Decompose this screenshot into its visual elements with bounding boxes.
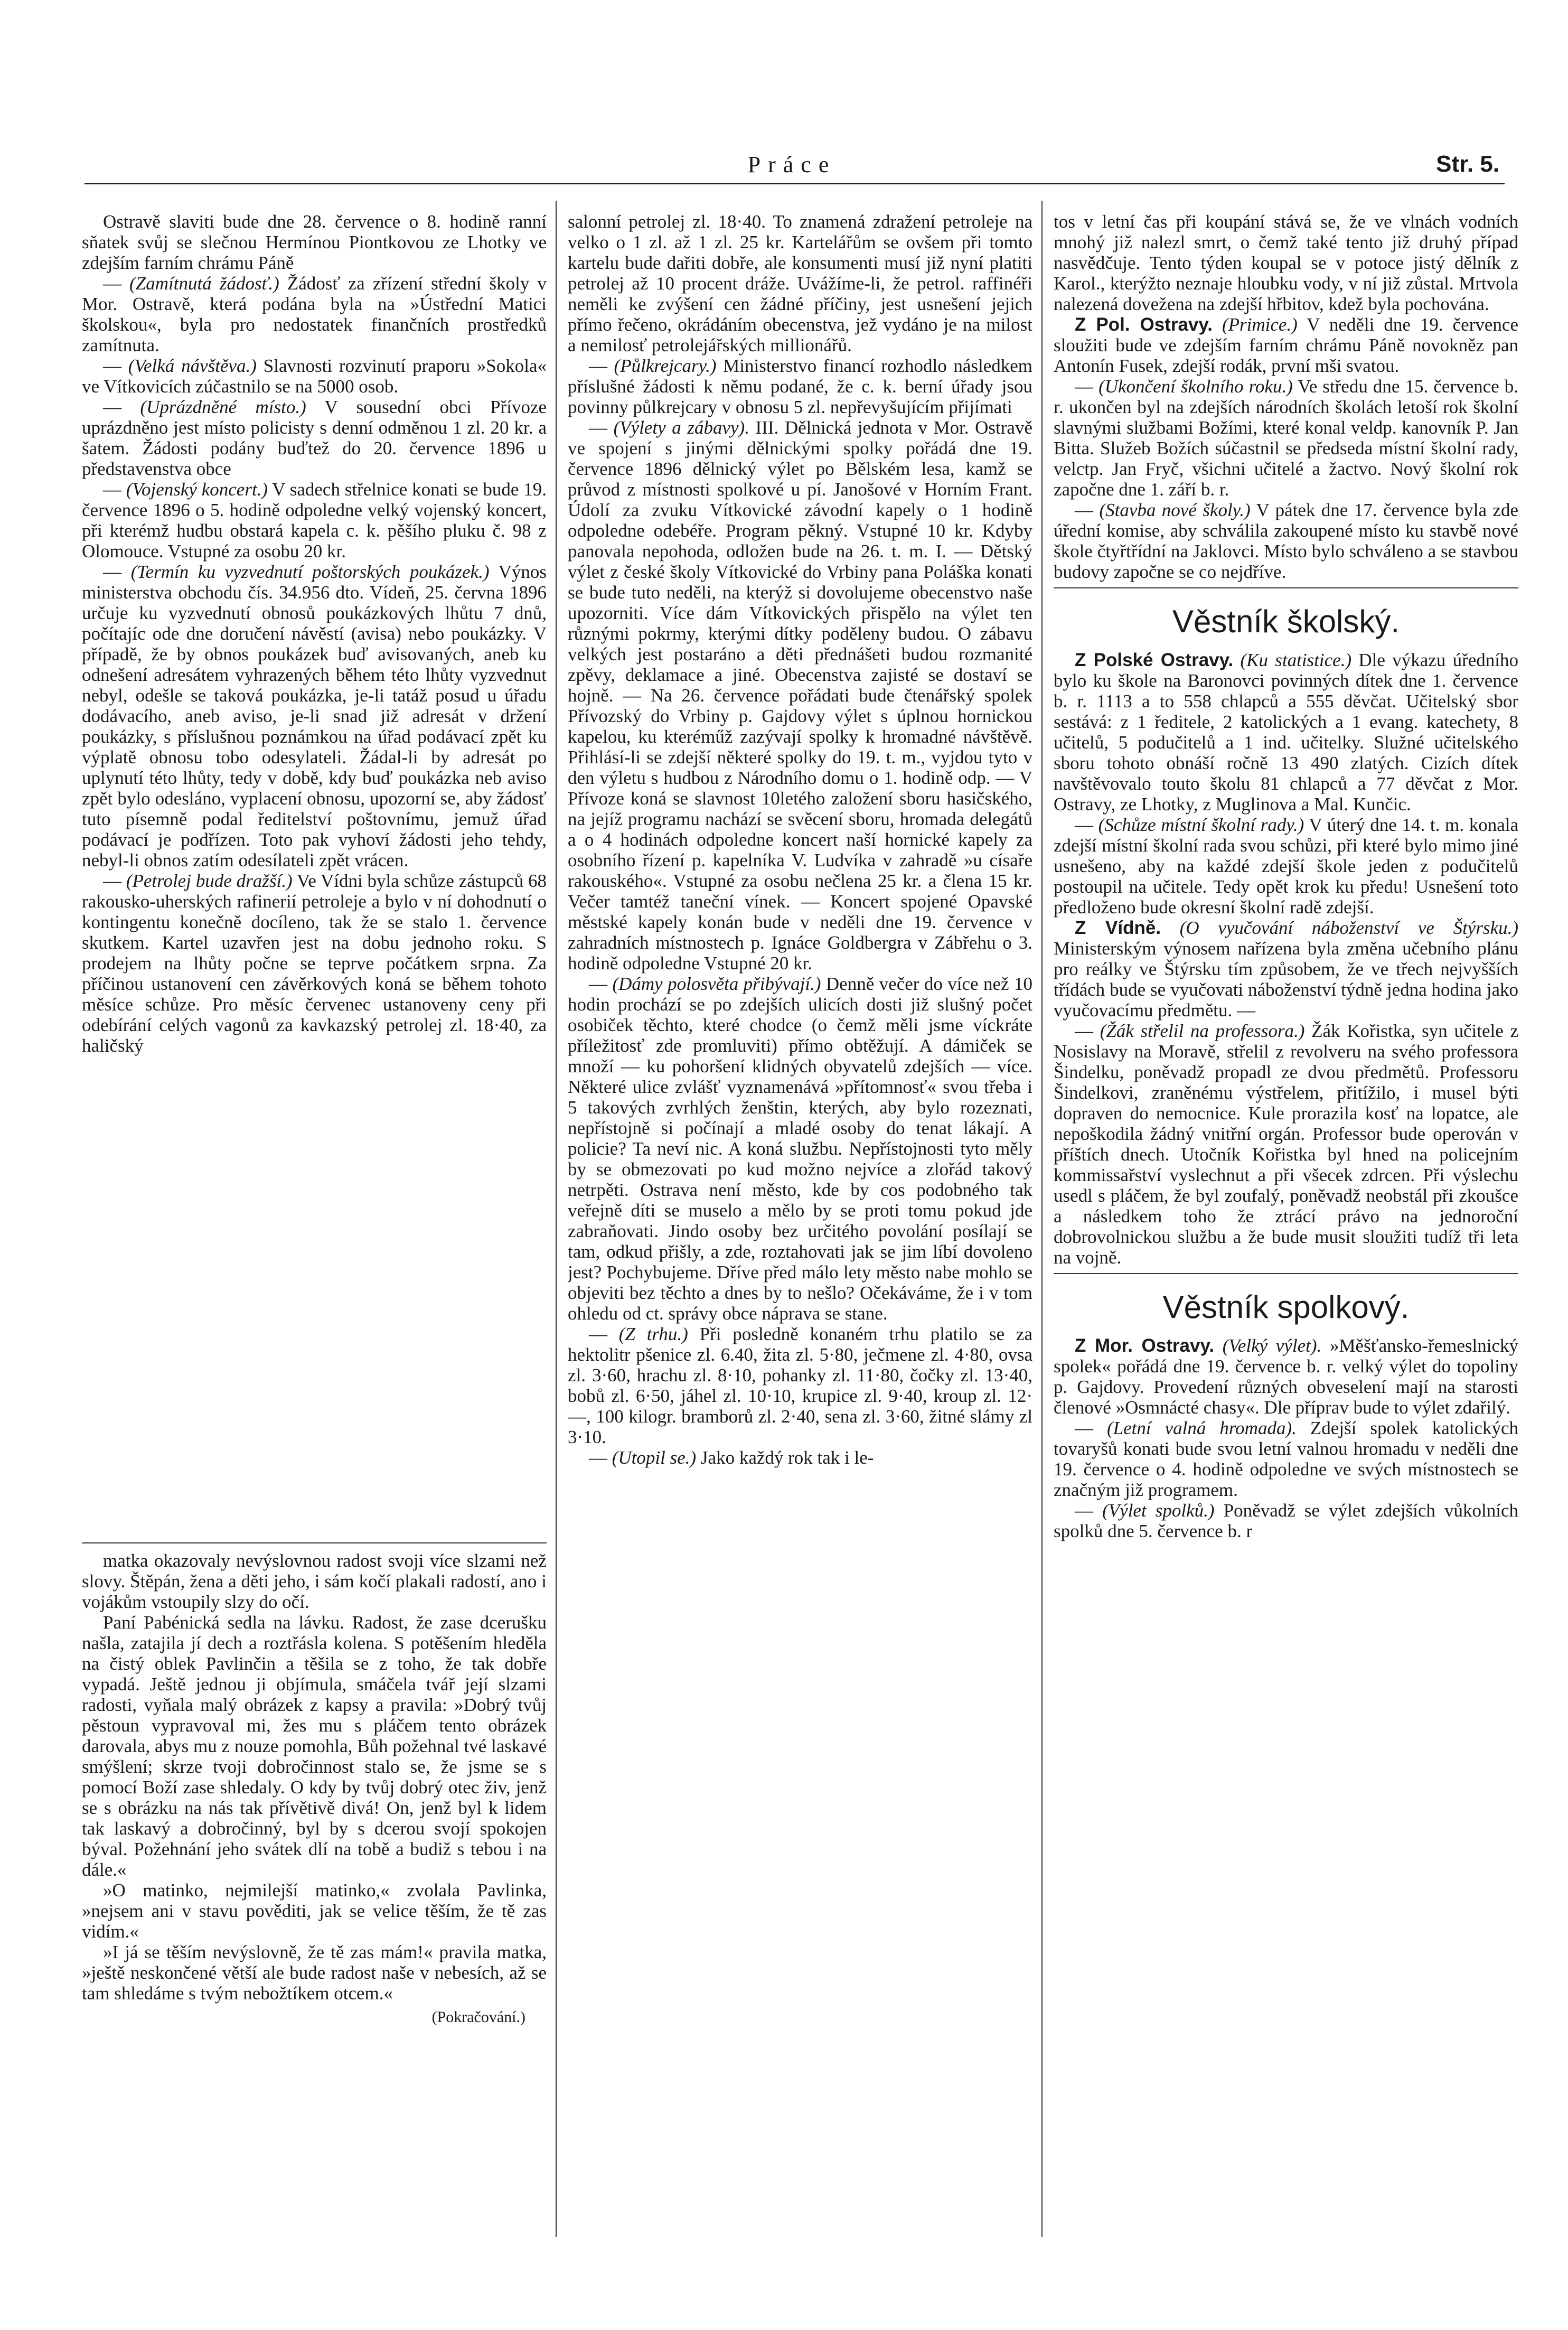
article-paragraph — [82, 1612, 547, 1880]
article-heading: (Velká návštěva.) — [128, 355, 257, 376]
article-heading: (Schůze místní školní rady.) — [1098, 815, 1304, 835]
article-paragraph: — (Výlet spolků.) Poněvadž se výlet zdejších vůkolních spolků dne 5. července b. r — [1054, 1500, 1518, 1541]
club-news — [1054, 1335, 1518, 1541]
article-text: V úterý dne 14. t. m. konala zdejší místní školní rada svou schůzi, při které bylo mimo jiné usnešeno, aby na každé zdejší škole jeden z podučitelů postoupil na učitele. Tedy opět krok ku předu! Usnešení toto předloženo bude okresní školní radě zdejší. — [1054, 815, 1518, 918]
article-paragraph: — (Uprázdněné místo.) V sousední obci Přívoze uprázdněno jest místo policisty s denní odměnou 1 zl. 20 kr. a šatem. Žádosti podány buďtež do 20. července 1896 u představenstva obce — [82, 397, 547, 479]
article-text: Jako každý rok tak i le- — [696, 1447, 874, 1468]
column-divider — [1041, 201, 1043, 2237]
article-paragraph: — (Žák střelil na professora.) Žák Kořistka, syn učitele z Nosislavy na Moravě, střelil z revolveru na svého professora Šindelku, poněvadž propadl ze dvou předmětů. Professoru Šindelkovi, zraněnému výstřelem, přitížilo, i musel býti dopraven do nemocnice. Kule prorazila kosť na lopatce, ale nepoškodila žádný vnitřní orgán. Professor bude operován v příštích dnech. Utočník Kořistka byl hned na policejním kommissařství vyslechnut a při všecek zdrcen. Při výslechu usedl s pláčem, že byl zoufalý, poněvadž neobstál při zkoušce a následkem toho že ztrácí právo na jednoroční dobrovolnickou službu a že bude musit sloužiti tudíž tři leta na vojně. — [1054, 1021, 1518, 1268]
article-heading: (Ukončení školního roku.) — [1098, 376, 1293, 397]
article-text: Dle výkazu úředního bylo ku škole na Baronovci povinných dítek dne 1. července b. r. 1113 a to 558 chlapců a 555 děvčat. Učitelský sbor sestává: z 1 ředitele, 2 katolických a 1 evang. katechety, 8 učitelů, 5 podučitelů a 1 ind. učitelky. Služné učitelského sboru tohoto obnáší ročně 13 490 zlatých. Cizích dítek navštěvovalo touto školu 81 chlapců a 77 děvčat z Mor. Ostravy, ze Lhotky, z Muglinova a Mal. Kunčic. — [1054, 650, 1518, 815]
article-text: Žádosť za zřízení střední školy v Mor. Ostravě, která podána byla na »Ústřední Matici školskou«, byla pro nedostatek finančních prostředků zamítnuta. — [82, 273, 547, 355]
article-text: Ostravě slaviti bude dne 28. července o 8. hodině ranní sňatek svůj se slečnou Hermínou Piontkovou ze Lhotky ve zdejším farním chrámu Páně — [82, 211, 547, 273]
article-heading: (Uprázdněné místo.) — [140, 397, 306, 417]
article-paragraph — [1054, 918, 1518, 1021]
article-heading: (Ku statistice.) — [1240, 650, 1352, 670]
article-text: Žák Kořistka, syn učitele z Nosislavy na Moravě, střelil z revolveru na svého professora Šindelku, poněvadž propadl ze dvou předmětů. Professoru Šindelkovi, zraněnému výstřelem, přitížilo, i musel býti dopraven do nemocnice. Kule prorazila kosť na lopatce, ale nepoškodila žádný vnitřní orgán. Professor bude operován v příštích dnech. Utočník Kořistka byl hned na policejním kommissařství vyslechnut a při všecek zdrcen. Při výslechu usedl s pláčem, že byl zoufalý, poněvadž neobstál při zkoušce a následkem toho že ztrácí právo na jednoroční dobrovolnickou službu a že bude musit sloužiti tudíž tři leta na vojně. — [1054, 1021, 1518, 1268]
article-paragraph — [82, 1942, 547, 2004]
continued-note: (Pokračování.) — [431, 2008, 525, 2026]
article-text: III. Dělnická jednota v Mor. Ostravě ve spojení s jinými dělnickými spolky pořádá dne 19. července 1896 dělnický výlet po Bělském lesa, kamž se průvod z místnosti spolkové u pí. Janošové v Horním Frant. Údolí za zvuku Vítkovické závodní kapely o 1 hodině odpoledne odebéře. Program pěkný. Vstupné 10 kr. Kdyby panovala nepohoda, odložen bude na 26. t. m. I. — Dětský výlet z české školy Vítkovické do Vrbiny pana Poláška konati se bude tuto neděli, na kterýž si dovolujeme obecenstvo naše upozorniti. Více dám Vítkovických přispělo na výlet ten různými pokrmy, kterými dítky poděleny budou. O zábavu velkých jest postaráno a děti přednášeti budou rozmanité zpěvy, deklamace a jiné. Obecenstva zajisté se dostaví se hojně. — Na 26. července pořádati bude čtenářský spolek Přívozský do Vrbiny p. Gajdovy výlet s úplnou hornickou kapelou, ku kteréműž zazývají spolky k hromadné návštěvě. Přihlásí-li se zdejší některé spolky do 19. t. m., vyjdou tyto v den výletu s hudbou z Národního domu o 1. hodině odp. — V Přívoze koná se slavnost 10letého založení sboru hasičského, na jejíž programu nachází se svěcení sboru, hromada delegátů a o 4 hodinách odpoledne koncert naší hornické kapely za osobního řízení p. kapelníka V. Ludvíka v zahradě »u císaře rakouského«. Vstupné za osobu nečlena 25 kr. a člena 15 kr. Večer tamtéž taneční vínek. — Koncert spojené Opavské městské kapely konán bude v neděli dne 19. července v zahradních místnostech p. Ignáce Goldbergra v Zábřehu o 3. hodině odpoledne Vstupné 20 kr. — [568, 417, 1032, 974]
article-text: »O matinko, nejmilejší matinko,« zvolala Pavlinka, »nejsem ani v stavu pověditi, jak se velice těším, že tě zas vidím.« — [82, 1880, 547, 1942]
article-paragraph: — (Velká návštěva.) Slavnosti rozvinutí praporu »Sokola« ve Vítkovicích zúčastnilo se na 5000 osob. — [82, 355, 547, 397]
feuilleton-rule — [82, 1542, 547, 1543]
article-paragraph — [1054, 314, 1518, 376]
article-heading: (Dámy polosvěta přibývají.) — [612, 974, 821, 994]
article-paragraph — [568, 211, 1032, 355]
article-paragraph: — (Petrolej bude dražší.) Ve Vídni byla schůze zástupců 68 rakousko-uherských rafinerií petroleje a bylo v ní dohodnutí o kontingentu konečně docíleno, tak že se stalo 1. července skutkem. Kartel uzavřen jest na dobu jednoho roku. S prodejem na lhůty počne se teprve počátkem srpna. Za příčinou ustanovení cen závěrkových koná se během tohoto měsíce schůze. Pro měsíc červenec ustanoveny ceny při odebírání celých vagonů za kavkazský petrolej zl. 18·40, za haličský — [82, 871, 547, 1056]
article-heading: (Petrolej bude dražší.) — [126, 871, 293, 891]
column-divider — [556, 201, 557, 2237]
article-text: Ve středu dne 15. července b. r. ukončen byl na zdejších národních školách letoší rok školní slavnými službami Božími, které konal veldp. kanovník P. Jan Bitta. Služeb Božích súčastnil se předseda místní školní rady, velctp. Jan Fryč, všichni učitelé a žactvo. Nový školní rok započne dne 1. září b. r. — [1054, 376, 1518, 500]
article-text: matka okazovaly nevýslovnou radost svoji více slzami než slovy. Štěpán, žena a děti jeho, i sám kočí plakali radostí, ano i vojákům vstoupily slzy do očí. — [82, 1550, 547, 1612]
header-rule — [84, 183, 1505, 184]
article-heading: (Z trhu.) — [618, 1324, 688, 1344]
article-text: V sadech střelnice konati se bude 19. července 1896 o 5. hodině odpoledne velký vojenský koncert, při kterémž hudbu obstará kapela c. k. pěšího pluku č. 98 z Olomouce. Vstupné za osobu 20 kr. — [82, 479, 547, 562]
article-text: Zdejší spolek katolických tovaryšů konati bude svou letní valnou hromadu v neděli dne 19. července o 4. hodině odpoledne ve svých místnostech se značným již programem. — [1054, 1418, 1518, 1500]
article-text: »Měšťansko-řemeslnický spolek« pořádá dne 19. července b. r. velký výlet do topoliny p. Gajdovy. Provedení různých obveselení mají na starosti členové »Osmnácté chasy«. Dle příprav bude to výlet zdařilý. — [1054, 1335, 1518, 1418]
article-paragraph: — (Půlkrejcary.) Ministerstvo financí rozhodlo následkem příslušné žádosti k němu podané, že c. k. berní úřady jsou povinny půlkrejcary v obnosu 5 zl. nepřevyšujícím přijímati — [568, 355, 1032, 417]
article-text: »I já se těším nevýslovně, že tě zas mám!« pravila matka, »ještě neskončené větší ale bude radost naše v nebesích, až se tam shledáme s tvým nebožtíkem otcem.« — [82, 1942, 547, 2004]
article-paragraph: — (Zamítnutá žádosť.) Žádosť za zřízení střední školy v Mor. Ostravě, která podána byla na »Ústřední Matici školskou«, byla pro nedostatek finančních prostředků zamítnuta. — [82, 273, 547, 355]
article-heading: (Vojenský koncert.) — [126, 479, 268, 500]
section-rule — [1054, 1273, 1518, 1274]
article-text: Výnos ministerstva obchodu čís. 34.956 dto. Vídeň, 25. června 1896 určuje ku vyzvednutí obnosů poukázkových lhůtu 7 dnů, počítajíc ode dne doručení návěstí (avisa) nebo poukázky. V případě, že by obnos poukázek buď avisovaných, aneb ku odnešení adresátem vyhrazených během této lhůty vyzvednut nebyl, odešle se taková poukázka, je-li tatáž posud u úřadu dodávacího, aneb aviso, je-li snad již adresát v držení poukázky, s příslušnou poznámkou na úřad podávací zpět ku výplatě obnosu tobo odesylateli. Žádal-li by adresát po uplynutí této lhůty, tedy v době, kdy buď poukázka neb aviso zpět bylo odesláno, vyplacení obnosu, upozorní se, aby žádosť tuto písemně podal ředitelství poštovnímu, jemuž úřad podávací je podřízen. Toto pak vyhoví žádosti jeho tehdy, nebyl-li obnos zatím odesílateli zpět vrácen. — [82, 562, 547, 871]
article-heading: (Stavba nové školy.) — [1099, 500, 1251, 520]
article-paragraph: — (Z trhu.) Při posledně konaném trhu platilo se za hektolitr pšenice zl. 6.40, žita zl. 5·80, ječmene zl. 4·80, ovsa zl. 3·60, hrachu zl. 8·10, pohanky zl. 11·80, čočky zl. 13·40, bobů zl. 6·50, jáhel zl. 10·10, krupice zl. 9·40, kroup zl. 12·—, 100 kilogr. bramborů zl. 2·40, sena zl. 3·60, žitné slámy zl 3·10. — [568, 1324, 1032, 1447]
article-heading: (Žák střelil na professora.) — [1100, 1021, 1305, 1041]
article-paragraph — [1054, 650, 1518, 815]
article-text: Denně večer do více než 10 hodin prochází se po zdejších ulicích dosti již slušný počet osobiček těchto, které chodce (o čemž měli jsme víckráte příležitosť zde promluviti) přímo obtěžují. A dámiček se množí — ku pohoršení klidných obyvatelů zdejších — více. Některé ulice zvlášť vyznamenává »přítomnosť« svou třeba i 5 takových zvrhlých ženštin, kterých, aby bylo rozeznati, nepřístojně si počínají a mladé osoby do tenat lákají. A policie? Ta neví nic. A koná službu. Nepřístojnosti tyto měly by se obmezovati po kud možno nejvíce a zlořád takový netrpěti. Ostrava není město, kde by cos podobného tak veřejně díti se muselo a mělo by se proti tomu pokud jde zabraňovati. Jindo osoby bez určitého povolání posílají se tam, odkud přišly, a zde, roztahovati jak se jim líbí dovoleno jest? Pochybujeme. Dříve před málo lety město nabe mohlo se objeviti bez těchto a dnes by to nešlo? Očekáváme, že i v tom ohledu od ct. správy obce náprava se stane. — [568, 974, 1032, 1324]
article-heading: (Výlet spolků.) — [1102, 1500, 1215, 1521]
article-paragraph: — (Stavba nové školy.) V pátek dne 17. července byla zde úřední komise, aby schválila zakoupené místo ku stavbě nové škole čtyřtřídní na Jaklovci. Místo bylo schváleno a se stavbou budovy započne se co nejdříve. — [1054, 500, 1518, 582]
page-number: Str. 5. — [1436, 151, 1499, 177]
column-3-news — [1054, 211, 1518, 2234]
article-text: salonní petrolej zl. 18·40. To znamená zdražení petroleje na velko o 1 zl. až 1 zl. 25 kr. Kartelářům se ovšem při tomto kartelu bude dařiti dobře, ale konsumenti musí již nyní platiti petrolej až 10 procent dráže. Uvážíme-li, že petrol. raffinéři neměli ke zvýšení cen žádné příčiny, jest usnešení jejich přímo řečeno, okrádáním obecenstva, jež vydáno je na milost a nemilosť petrolejářských millionářů. — [568, 211, 1032, 355]
article-paragraph — [1054, 211, 1518, 314]
article-text: Ve Vídni byla schůze zástupců 68 rakousko-uherských rafinerií petroleje a bylo v ní dohodnutí o kontingentu konečně docíleno, tak že se stalo 1. července skutkem. Kartel uzavřen jest na dobu jednoho roku. S prodejem na lhůty počne se teprve počátkem srpna. Za příčinou ustanovení cen závěrkových koná se během tohoto měsíce schůze. Pro měsíc červenec ustanoveny ceny při odebírání celých vagonů za kavkazský petrolej zl. 18·40, za haličský — [82, 871, 547, 1056]
dateline: Z Polské Ostravy. — [1075, 650, 1234, 670]
article-text: Paní Pabénická sedla na lávku. Radost, že zase dcerušku našla, zatajila jí dech a roztřásla kolena. S potěšením hleděla na čistý oblek Pavlinčin a těšila se z toho, že tak dobře vypadá. Ještě jednou ji objímula, smáčela tvář její slzami radosti, vyňala malý obrázek z kapsy a pravila: »Dobrý tvůj pěstoun vypravoval mi, žes mu s pláčem tento obrázek darovala, abys mu z nouze pomohla, Bůh požehnal tvé laskavé smýšlení; skrze tvoji dobročinnost stalo se, že jsme se s pomocí Boží zase shledaly. O kdy by tvůj dobrý otec živ, jenž se s obrázku na nás tak přívětivě divá! On, jenž byl k lidem tak laskavý a dobročinný, byl by s dcerou svojí spokojen býval. Požehnání jeho svátek dlí na tobě a budiž s tebou i na dále.« — [82, 1612, 547, 1880]
article-text: Poněvadž se výlet zdejších vůkolních spolků dne 5. července b. r — [1054, 1500, 1518, 1541]
article-paragraph: — (Vojenský koncert.) V sadech střelnice konati se bude 19. července 1896 o 5. hodině odpoledne velký vojenský koncert, při kterémž hudbu obstará kapela c. k. pěšího pluku č. 98 z Olomouce. Vstupné za osobu 20 kr. — [82, 479, 547, 562]
article-heading: (Letní valná hromada). — [1107, 1418, 1297, 1438]
column-1-serial — [82, 1550, 547, 2237]
dateline: Z Pol. Ostravy. — [1075, 314, 1213, 335]
article-text: Ministerským výnosem nařízena byla změna učebního plánu pro reálky ve Štýrsku tím způsobem, že ve třech nejvyšších třídách bude se vyučovati náboženství týdně jedna hodina jako vyučovacímu předmětu. — — [1054, 938, 1518, 1021]
article-heading: (Utopil se.) — [612, 1447, 697, 1468]
article-text: V sousední obci Přívoze uprázdněno jest místo policisty s denní odměnou 1 zl. 20 kr. a šatem. Žádosti podány buďtež do 20. července 1896 u představenstva obce — [82, 397, 547, 479]
article-heading: (Zamítnutá žádosť.) — [129, 273, 279, 294]
article-text: tos v letní čas při koupání stává se, že ve vlnách vodních mnohý již nalezl smrt, o čemž také tento již druhý případ nasvědčuje. Tento týden koupal se v potoce jistý dělník z Karol., kterýžto neznaje hloubku vody, v ní již zůstal. Mrtvola nalezená dovežena na zdejší hřbitov, kdež byla pochována. — [1054, 211, 1518, 314]
school-news — [1054, 650, 1518, 1268]
article-paragraph: — (Utopil se.) Jako každý rok tak i le- — [589, 1447, 874, 1468]
column-2-news — [568, 211, 1032, 2234]
article-paragraph — [82, 211, 547, 273]
article-paragraph — [1054, 1335, 1518, 1418]
article-paragraph: — (Výlety a zábavy). III. Dělnická jednota v Mor. Ostravě ve spojení s jinými dělnickými spolky pořádá dne 19. července 1896 dělnický výlet po Bělském lesa, kamž se průvod z místnosti spolkové u pí. Janošové v Horním Frant. Údolí za zvuku Vítkovické závodní kapely o 1 hodině odpoledne odebéře. Program pěkný. Vstupné 10 kr. Kdyby panovala nepohoda, odložen bude na 26. t. m. I. — Dětský výlet z české školy Vítkovické do Vrbiny pana Poláška konati se bude tuto neděli, na kterýž si dovolujeme obecenstvo naše upozorniti. Více dám Vítkovických přispělo na výlet ten různými pokrmy, kterými dítky poděleny budou. O zábavu velkých jest postaráno a děti přednášeti budou rozmanité zpěvy, deklamace a jiné. Obecenstva zajisté se dostaví se hojně. — Na 26. července pořádati bude čtenářský spolek Přívozský do Vrbiny p. Gajdovy výlet s úplnou hornickou kapelou, ku kteréműž zazývají spolky k hromadné návštěvě. Přihlásí-li se zdejší některé spolky do 19. t. m., vyjdou tyto v den výletu s hudbou z Národního domu o 1. hodině odp. — V Přívoze koná se slavnost 10letého založení sboru hasičského, na jejíž programu nachází se svěcení sboru, hromada delegátů a o 4 hodinách odpoledne koncert naší hornické kapely za osobního řízení p. kapelníka V. Ludvíka v zahradě »u císaře rakouského«. Vstupné za osobu nečlena 25 kr. a člena 15 kr. Večer tamtéž taneční vínek. — Koncert spojené Opavské městské kapely konán bude v neděli dne 19. července v zahradních místnostech p. Ignáce Goldbergra v Zábřehu o 3. hodině odpoledne Vstupné 20 kr. — [568, 417, 1032, 974]
header-title: Práce — [747, 152, 837, 177]
article-heading: (Primice.) — [1222, 314, 1298, 335]
serial-story — [82, 1550, 547, 2004]
article-paragraph: — (Termín ku vyzvednutí poštorských poukázek.) Výnos ministerstva obchodu čís. 34.956 dto. Vídeň, 25. června 1896 určuje ku vyzvednutí obnosů poukázkových lhůtu 7 dnů, počítajíc ode dne doručení návěstí (avisa) nebo poukázky. V případě, že by obnos poukázek buď avisovaných, aneb ku odnešení adresátem vyhrazených během této lhůty vyzvednut nebyl, odešle se taková poukázka, je-li tatáž posud u úřadu dodávacího, aneb aviso, je-li snad již adresát v držení poukázky, s příslušnou poznámkou na úřad podávací zpět ku výplatě obnosu tobo odesylateli. Žádal-li by adresát po uplynutí této lhůty, tedy v době, kdy buď poukázka neb aviso zpět bylo odesláno, vyplacení obnosu, upozorní se, aby žádosť tuto písemně podal ředitelství poštovnímu, jemuž úřad podávací je podřízen. Toto pak vyhoví žádosti jeho tehdy, nebyl-li obnos zatím odesílateli zpět vrácen. — [82, 562, 547, 871]
article-heading: (O vyučování náboženství ve Štýrsku.) — [1179, 918, 1518, 938]
article-paragraph — [82, 1550, 547, 1612]
article-heading: (Termín ku vyzvednutí poštorských poukázek.) — [130, 562, 490, 582]
article-paragraph: — (Dámy polosvěta přibývají.) Denně večer do více než 10 hodin prochází se po zdejších ulicích dosti již slušný počet osobiček těchto, které chodce (o čemž měli jsme víckráte příležitosť zde promluviti) přímo obtěžují. A dámiček se množí — ku pohoršení klidných obyvatelů zdejších — více. Některé ulice zvlášť vyznamenává »přítomnosť« svou třeba i 5 takových zvrhlých ženštin, kterých, aby bylo rozeznati, nepřístojně si počínají a mladé osoby do tenat lákají. A policie? Ta neví nic. A koná službu. Nepřístojnosti tyto měly by se obmezovati po kud možno nejvíce a zlořád takový netrpěti. Ostrava není město, kde by cos podobného tak veřejně díti se muselo a mělo by se proti tomu pokud jde zabraňovati. Jindo osoby bez určitého povolání posílají se tam, odkud přišly, a zde, roztahovati jak se jim líbí dovoleno jest? Pochybujeme. Dříve před málo lety město nabe mohlo se objeviti bez těchto a dnes by to nešlo? Očekáváme, že i v tom ohledu od ct. správy obce náprava se stane. — [568, 974, 1032, 1324]
section-rule — [1054, 587, 1518, 588]
article-text: V pátek dne 17. července byla zde úřední komise, aby schválila zakoupené místo ku stavbě nové škole čtyřtřídní na Jaklovci. Místo bylo schváleno a se stavbou budovy započne se co nejdříve. — [1054, 500, 1518, 582]
article-heading: (Výlety a zábavy). — [613, 417, 749, 438]
page-header — [84, 151, 1499, 183]
article-text: V neděli dne 19. července sloužiti bude ve zdejším farním chrámu Páně novokněz pan Antonín Fusek, zdejší rodák, první mši svatou. — [1054, 314, 1518, 376]
article-text: Při posledně konaném trhu platilo se za hektolitr pšenice zl. 6.40, žita zl. 5·80, ječmene zl. 4·80, ovsa zl. 3·60, hrachu zl. 8·10, pohanky zl. 11·80, čočky zl. 13·40, bobů zl. 6·50, jáhel zl. 10·10, krupice zl. 9·40, kroup zl. 12·—, 100 kilogr. bramborů zl. 2·40, sena zl. 3·60, žitné slámy zl 3·10. — [568, 1324, 1032, 1447]
dateline: Z Vídně. — [1075, 918, 1161, 938]
article-paragraph: — (Letní valná hromada). Zdejší spolek katolických tovaryšů konati bude svou letní valnou hromadu v neděli dne 19. července o 4. hodině odpoledne ve svých místnostech se značným již programem. — [1054, 1418, 1518, 1500]
column-1-news — [82, 211, 547, 1542]
article-text: Slavnosti rozvinutí praporu »Sokola« ve Vítkovicích zúčastnilo se na 5000 osob. — [82, 355, 547, 397]
dateline: Z Mor. Ostravy. — [1075, 1335, 1215, 1356]
article-paragraph: — (Ukončení školního roku.) Ve středu dne 15. července b. r. ukončen byl na zdejších národních školách letoší rok školní slavnými službami Božími, které konal veldp. kanovník P. Jan Bitta. Služeb Božích súčastnil se předseda místní školní rady, velctp. Jan Fryč, všichni učitelé a žactvo. Nový školní rok započne dne 1. září b. r. — [1054, 376, 1518, 500]
article-paragraph — [82, 1880, 547, 1942]
article-text: Ministerstvo financí rozhodlo následkem příslušné žádosti k němu podané, že c. k. berní úřady jsou povinny půlkrejcary v obnosu 5 zl. nepřevyšujícím přijímati — [568, 355, 1032, 417]
section-title-clubs: Věstník spolkový. — [1162, 1289, 1410, 1325]
article-paragraph: — (Schůze místní školní rady.) V úterý dne 14. t. m. konala zdejší místní školní rada svou schůzi, při které bylo mimo jiné usnešeno, aby na každé zdejší škole jeden z podučitelů postoupil na učitele. Tedy opět krok ku předu! Usnešení toto předloženo bude okresní školní radě zdejší. — [1054, 815, 1518, 918]
article-heading: (Velký výlet). — [1222, 1335, 1322, 1356]
local-news — [1054, 211, 1518, 582]
section-title-school: Věstník školský. — [1172, 604, 1400, 639]
article-heading: (Půlkrejcary.) — [614, 355, 717, 376]
